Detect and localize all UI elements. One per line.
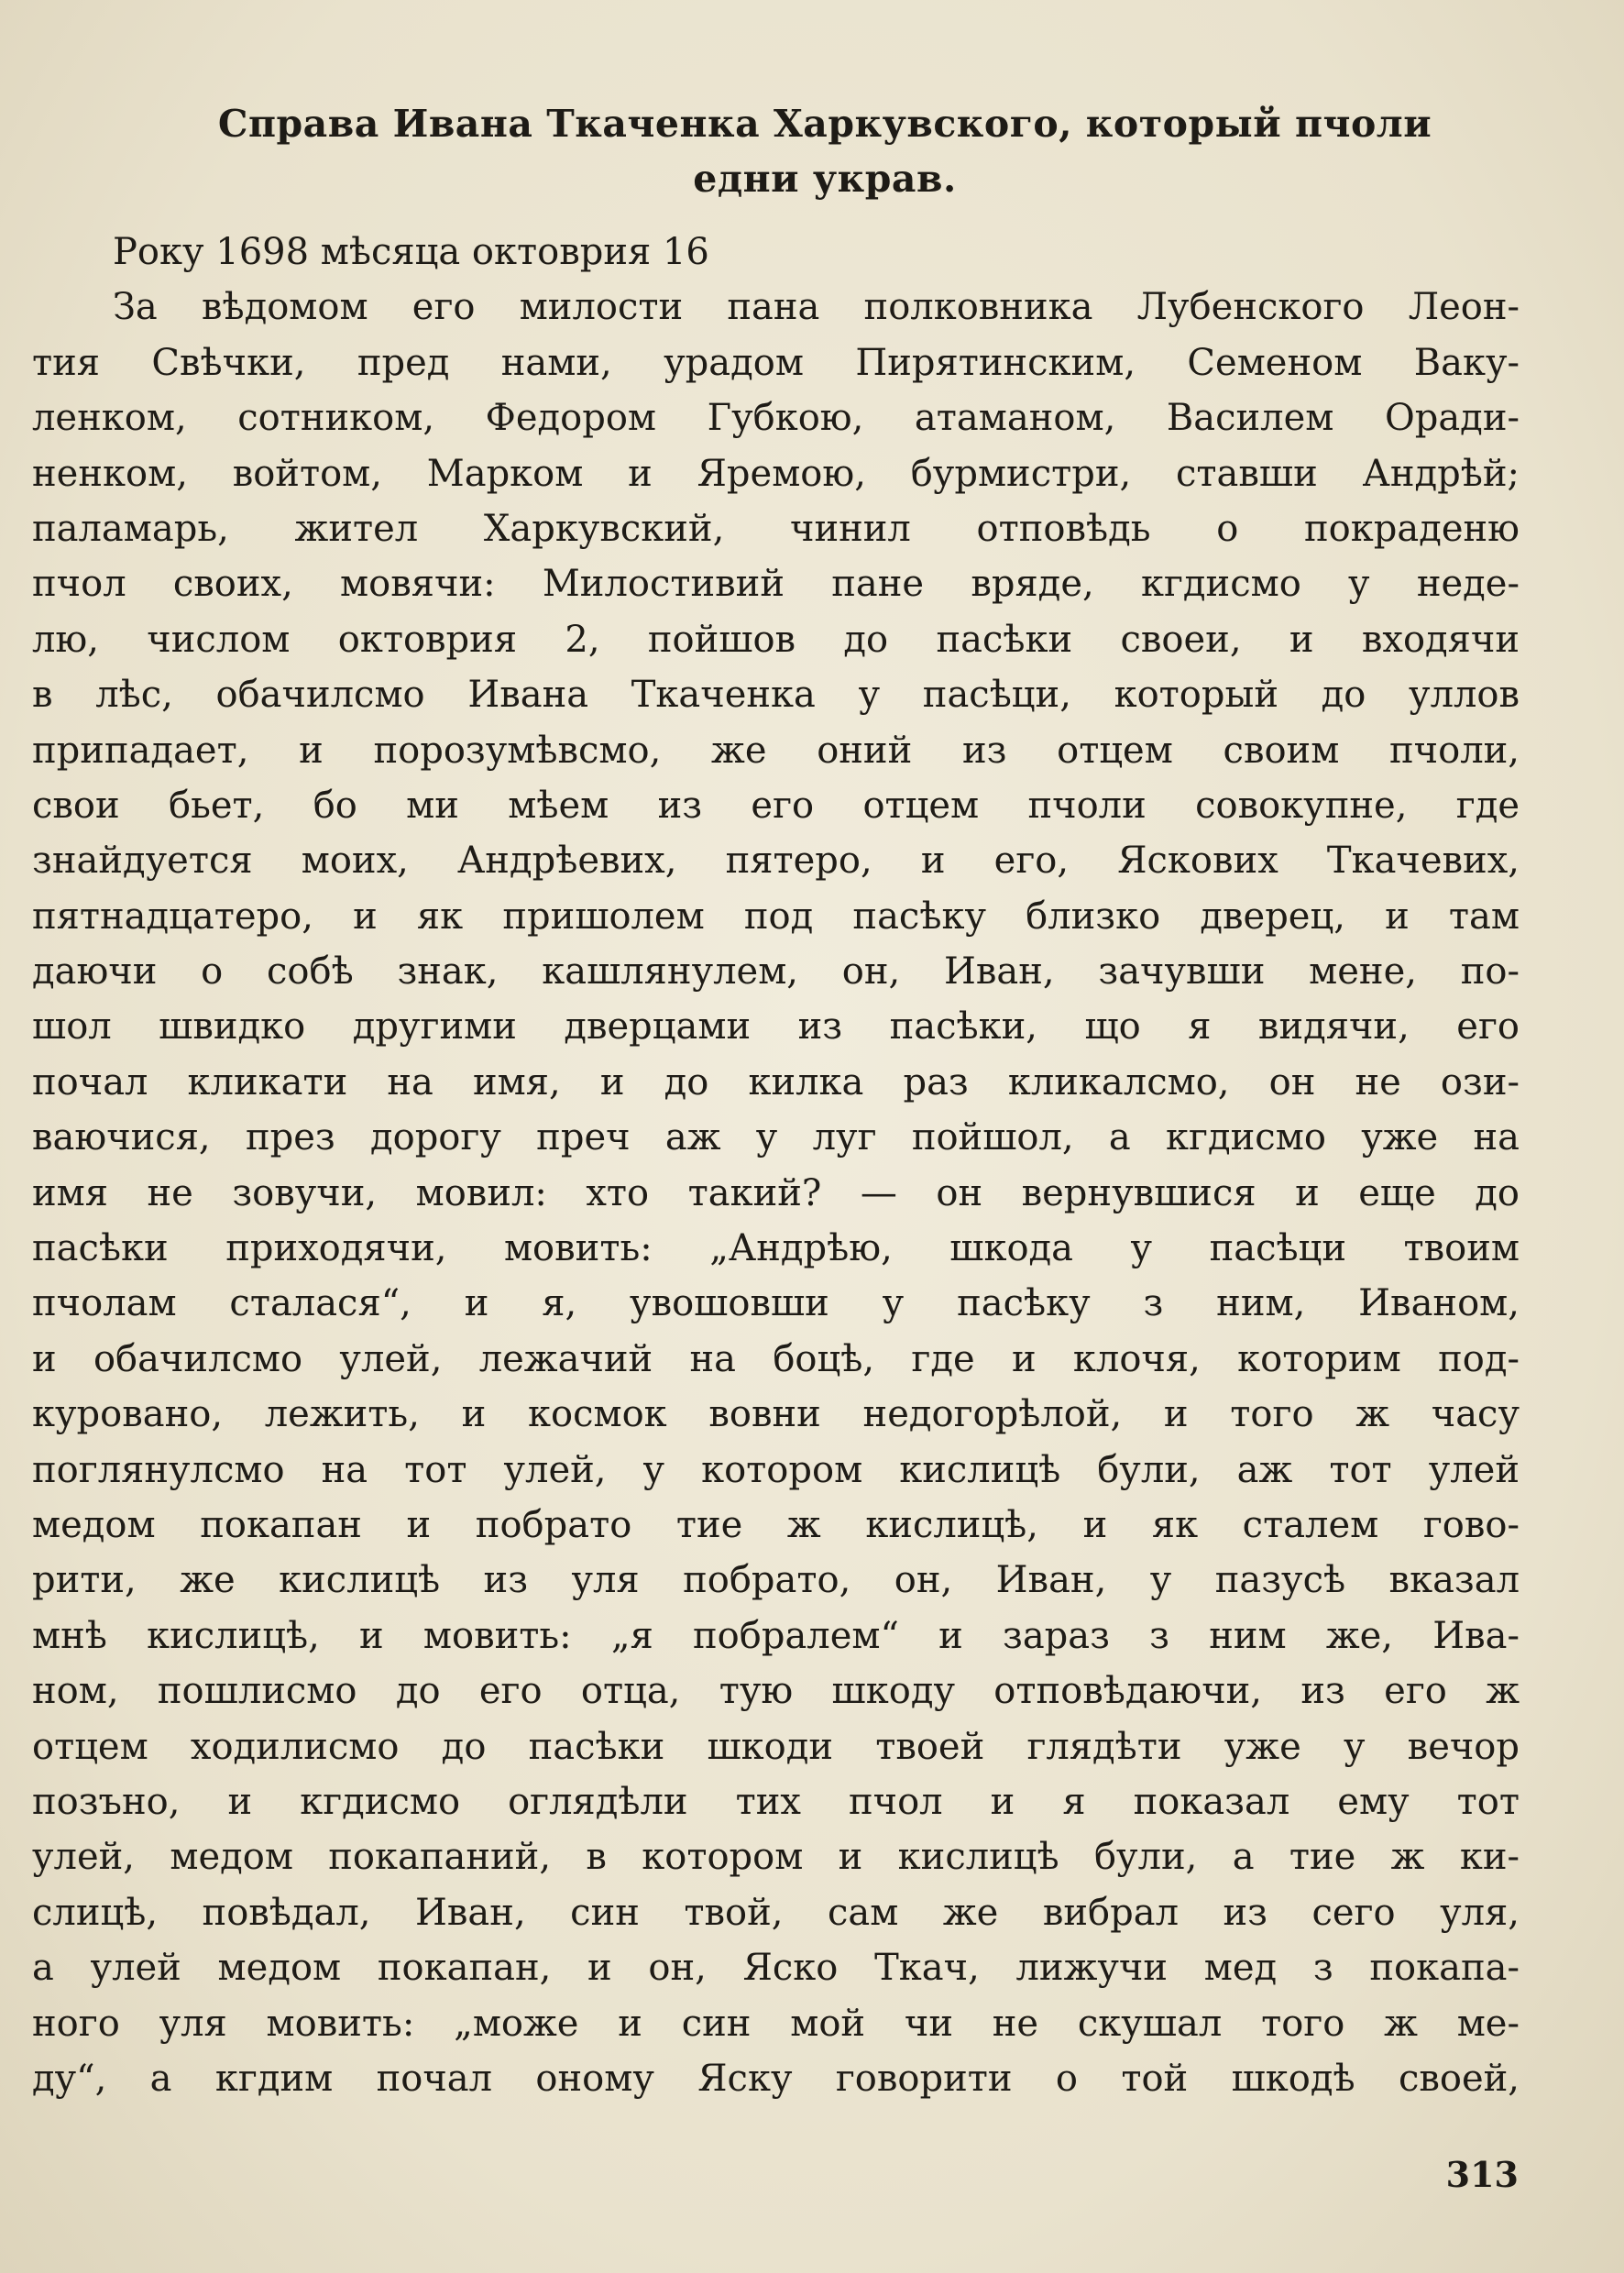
document-title bbox=[110, 96, 1540, 206]
body-line: а улей медом покапан, и он, Яско Ткач, лижучи мед з покапа- bbox=[32, 1947, 1520, 1990]
body-line-date: Року 1698 мѣсяца октоврия 16 bbox=[113, 231, 709, 273]
body-line: ду“, а кгдим почал оному Яску говорити о той шкодѣ своей, bbox=[32, 2057, 1520, 2100]
body-line: мнѣ кислицѣ, и мовить: „я побралем“ и зараз з ним же, Ива- bbox=[32, 1614, 1520, 1657]
body-line: имя не зовучи, мовил: хто такий? — он вернувшися и еще до bbox=[32, 1171, 1520, 1214]
body-line: и обачилсмо улей, лежачий на боцѣ, где и клочя, которим под- bbox=[32, 1337, 1520, 1380]
body-line: отцем ходилисмо до пасѣки шкоди твоей глядѣти уже у вечор bbox=[32, 1725, 1520, 1768]
body-line: припадает, и порозумѣвсмо, же оний из отцем своим пчоли, bbox=[32, 729, 1520, 772]
body-line: пятнадцатеро, и як пришолем под пасѣку близко дверец, и там bbox=[32, 895, 1520, 938]
body-line: улей, медом покапаний, в котором и кислицѣ були, а тие ж ки- bbox=[32, 1836, 1520, 1879]
title-line-2: едни украв. bbox=[693, 157, 957, 201]
body-line: куровано, лежить, и космок вовни недогорѣлой, и того ж часу bbox=[32, 1393, 1520, 1436]
body-line: пасѣки приходячи, мовить: „Андрѣю, шкода у пасѣци твоим bbox=[32, 1227, 1520, 1270]
body-line: За вѣдомом его милости пана полковника Лубенского Леон- bbox=[113, 286, 1520, 329]
body-line: тия Свѣчки, пред нами, урадом Пирятинским, Семеном Ваку- bbox=[32, 341, 1520, 384]
body-line: в лѣс, обачилсмо Ивана Ткаченка у пасѣци, который до уллов bbox=[32, 674, 1520, 717]
body-line: ном, пошлисмо до его отца, тую шкоду отповѣдаючи, из его ж bbox=[32, 1670, 1520, 1713]
page-number: 313 bbox=[1445, 2154, 1519, 2195]
body-line: почал кликати на имя, и до килка раз кликалсмо, он не ози- bbox=[32, 1060, 1520, 1104]
body-line: поглянулсмо на тот улей, у котором кислицѣ були, аж тот улей bbox=[32, 1448, 1520, 1491]
body-line: знайдуется моих, Андрѣевих, пятеро, и его, Ясковиx Ткачевих, bbox=[32, 840, 1520, 883]
body-line: слицѣ, повѣдал, Иван, син твой, сам же вибрал из сего уля, bbox=[32, 1891, 1520, 1934]
title-line-1: Справа Ивана Ткаченка Харкувского, который пчоли bbox=[217, 102, 1432, 146]
body-line: пчолам сталася“, и я, увошовши у пасѣку з ним, Иваном, bbox=[32, 1282, 1520, 1325]
body-line: паламарь, жител Харкувский, чинил отповѣдь о покраденю bbox=[32, 507, 1520, 550]
body-line: пчол своих, мовячи: Милостивий пане вряде, кгдисмо у неде- bbox=[32, 563, 1520, 606]
body-line: рити, же кислицѣ из уля побрато, он, Иван, у пазусѣ вказал bbox=[32, 1559, 1520, 1602]
document-body bbox=[32, 225, 1520, 2106]
body-line: шол швидко другими дверцами из пасѣки, що я видячи, его bbox=[32, 1005, 1520, 1049]
body-line: ваючися, през дорогу преч аж у луг пойшол, а кгдисмо уже на bbox=[32, 1116, 1520, 1159]
body-line: ненком, войтом, Марком и Яремою, бурмистри, ставши Андрѣй; bbox=[32, 452, 1520, 495]
body-line: ленком, сотником, Федором Губкою, атаманом, Василем Оради- bbox=[32, 397, 1520, 440]
body-line: лю, числом октоврия 2, пойшов до пасѣки своеи, и входячи bbox=[32, 618, 1520, 661]
body-line: свои бьет, бо ми мѣем из его отцем пчоли совокупне, где bbox=[32, 784, 1520, 827]
body-line: ного уля мовить: „може и син мой чи не скушал того ж ме- bbox=[32, 2002, 1520, 2045]
body-line: даючи о собѣ знак, кашлянулем, он, Иван, зачувши мене, по- bbox=[32, 950, 1520, 994]
body-line: медом покапан и побрато тие ж кислицѣ, и як сталем гово- bbox=[32, 1503, 1520, 1546]
body-line: позъно, и кгдисмо оглядѣли тих пчол и я показал ему тот bbox=[32, 1780, 1520, 1823]
